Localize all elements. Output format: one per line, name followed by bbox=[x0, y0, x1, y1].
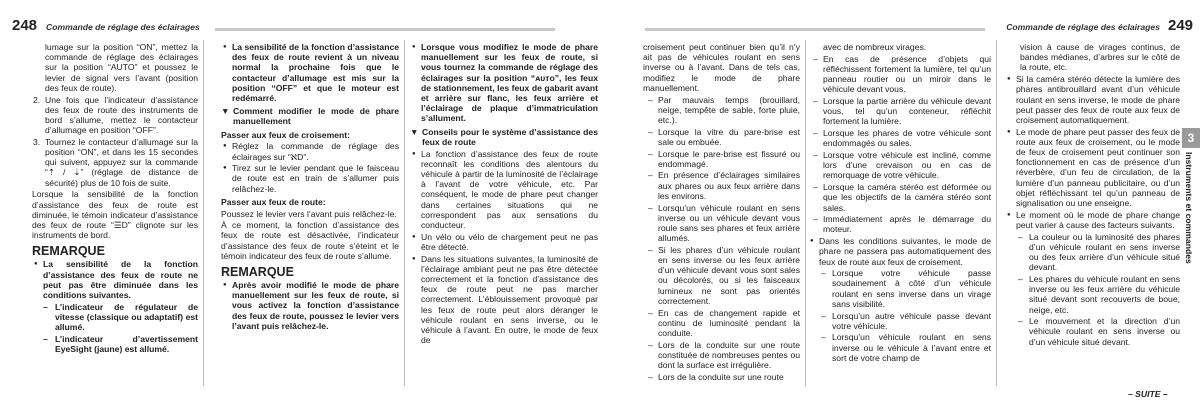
block-text: Lorsque votre véhicule est incliné, comme lors d’une crevaison ou en cas de remorquage de votre véhicule. bbox=[823, 150, 991, 181]
dash-marker: – bbox=[648, 94, 653, 105]
block-text: croisement peut continuer bien qu’il n’y ait pas de véhicules roulant en sens inverse ou à l’avant. Dans de tels cas, modifiez le mode de phare manuellement. bbox=[643, 42, 800, 93]
step-number: 2. bbox=[33, 94, 41, 105]
bullet-item bbox=[410, 232, 598, 252]
block-text: Un vélo ou vélo de chargement peut ne pas être détecté. bbox=[421, 231, 598, 252]
block-text: Poussez le levier vers l’avant puis relâchez-le. bbox=[221, 208, 397, 219]
bullet-icon: ● bbox=[810, 238, 814, 245]
block-text: Lors de la conduite sur une route constituée de nombreuses pentes ou dont la surface est irrégulière. bbox=[658, 339, 800, 371]
block-text: Conseils pour le système d’assistance des feux de route bbox=[422, 126, 598, 147]
bullet-item bbox=[221, 141, 399, 161]
dash-marker: – bbox=[648, 244, 653, 255]
nested-dash-item bbox=[1005, 232, 1180, 273]
block-text: Lorsque la vitre du pare-brise est sale ou embuée. bbox=[658, 126, 800, 147]
block-text: Le mouvement et la direction d’un véhicule roulant en sens inverse ou d’un véhicule situé devant. bbox=[1029, 316, 1180, 347]
block-text: La fonction d’assistance des feux de route reconnaît les conditions des alentours du véhicule à partir de la luminosité de l’éclairage à l’avant de votre véhicule, etc. Par conséquent, le mode de phare peut changer dans certaines situations qui ne correspondent pas aux sensations du conducteur. bbox=[421, 148, 598, 230]
page-number-left: 248 bbox=[12, 17, 38, 34]
nested-dash-item bbox=[1005, 274, 1180, 315]
dash-item bbox=[643, 127, 800, 147]
bold-bullet-item bbox=[221, 280, 399, 331]
block-text: Les phares du véhicule roulant en sens inverse ou les feux arrière du véhicule situé devant sont recouverts de boue, neige, etc. bbox=[1029, 273, 1180, 315]
block-text: lumage sur la position “ON”, mettez la commande de réglage des éclairages sur la position “AUTO” et poussez le levier de signal vers l’avant (position des feux de route). bbox=[45, 42, 198, 93]
dash-item bbox=[808, 214, 991, 234]
block-text: Lorsqu’un véhicule roulant en sens inverse ou un véhicule devant vous roule sans ses phares et feux arrière allumés. bbox=[658, 202, 800, 244]
dash-marker: – bbox=[1018, 273, 1023, 284]
step-number: 3. bbox=[33, 136, 41, 147]
page-number-right: 249 bbox=[1168, 17, 1194, 34]
block-text: La sensibilité de la fonction d’assistance des feux de route ne peut pas être diminuée dans les conditions suivantes. bbox=[43, 259, 198, 300]
block-text: Le moment où le mode de phare change peut varier à cause des facteurs suivants. bbox=[1016, 209, 1180, 230]
bullet-item bbox=[808, 236, 991, 267]
bullet-icon: ● bbox=[34, 261, 38, 268]
bullet-icon: ● bbox=[1007, 211, 1011, 218]
block-text: Lorsque les phares de votre véhicule sont endommagés ou sales. bbox=[823, 128, 991, 149]
dash-item-continued bbox=[1005, 42, 1180, 73]
dash-item bbox=[643, 340, 800, 371]
bullet-item bbox=[410, 149, 598, 231]
block-text: Lorsqu’un véhicule roulant en sens inverse ou le véhicule à l’avant entre et sort de votre champ de bbox=[832, 332, 991, 363]
bullet-icon: ● bbox=[412, 44, 416, 50]
paragraph-continued bbox=[32, 42, 198, 93]
block-text: Lors de la conduite sur une route bbox=[658, 371, 784, 382]
bullet-icon: ● bbox=[412, 150, 416, 157]
dash-marker: – bbox=[648, 307, 653, 318]
chapter-tab-number: 3 bbox=[1182, 128, 1200, 148]
right-page-column-1 bbox=[643, 42, 800, 384]
remarque-heading bbox=[32, 244, 198, 258]
header-rule-right bbox=[645, 28, 985, 31]
dash-marker: – bbox=[821, 310, 826, 321]
dash-marker: – bbox=[813, 150, 818, 161]
bold-bullet-item bbox=[32, 259, 198, 300]
right-page-column-2 bbox=[808, 42, 991, 365]
section-heading bbox=[221, 106, 399, 126]
paragraph bbox=[221, 220, 399, 261]
dash-marker: – bbox=[648, 170, 653, 181]
column-divider bbox=[203, 40, 204, 386]
bullet-icon: ● bbox=[223, 143, 227, 150]
nested-dash-item bbox=[808, 268, 991, 309]
block-text: vision à cause de virages continus, de bandes médianes, d’arbres sur le côté de la route, etc. bbox=[1020, 42, 1180, 73]
triangle-icon: ▼ bbox=[221, 106, 230, 117]
remarque-heading bbox=[221, 265, 399, 279]
dash-marker: – bbox=[813, 53, 818, 64]
dash-marker: – bbox=[43, 301, 48, 312]
dash-marker: – bbox=[648, 202, 653, 213]
dash-item bbox=[643, 245, 800, 306]
dash-item bbox=[643, 308, 800, 339]
block-text: Lorsque le pare-brise est fissuré ou endommagé. bbox=[658, 148, 800, 169]
block-text: avec de nombreux virages. bbox=[823, 42, 927, 52]
block-text: Après avoir modifié le mode de phare manuellement sur les feux de route, si vous activez la fonction d’assistance des feux de route, poussez le levier vers l’avant puis relâchez-le. bbox=[232, 280, 399, 331]
column-divider bbox=[996, 40, 997, 386]
dash-marker: – bbox=[821, 268, 826, 279]
block-text: REMARQUE bbox=[221, 265, 294, 280]
dash-item bbox=[808, 96, 991, 127]
block-text: Comment modifier le mode de phare manuellement bbox=[233, 106, 399, 127]
block-text: Si les phares d’un véhicule roulant en sens inverse ou les feux arrière d’un véhicule devant vous sont sales ou décolorés, ou si les faisceaux lumineux ne sont pas orientés correctement. bbox=[658, 244, 800, 306]
section-heading bbox=[410, 127, 598, 147]
column-divider bbox=[805, 40, 806, 386]
block-text: Par mauvais temps (brouillard, neige, tempête de sable, forte pluie, etc.). bbox=[658, 94, 800, 125]
left-page-column-2 bbox=[221, 42, 399, 333]
dash-item bbox=[643, 95, 800, 126]
block-text: Lorsque votre véhicule passe soudainement à côté d’un véhicule roulant en sens inverse dans un virage sans visibilité. bbox=[832, 268, 991, 309]
bold-bullet-item bbox=[410, 42, 598, 124]
subheading bbox=[221, 197, 399, 207]
dash-marker: – bbox=[648, 339, 653, 350]
paragraph bbox=[221, 209, 399, 219]
dash-marker: – bbox=[813, 96, 818, 107]
paragraph bbox=[32, 189, 198, 240]
block-text: Une fois que l’indicateur d’assistance des feux de route des instruments de bord s’allume, mettez le contacteur d’allumage en position “OFF”. bbox=[45, 94, 198, 136]
numbered-step bbox=[32, 137, 198, 188]
block-text: Lorsque la sensibilité de la fonction d’assistance des feux de route est diminuée, le témoin indicateur d’assistance des feux de route “☰D” clignote sur les instruments de bord. bbox=[32, 189, 198, 241]
block-text: En cas de changement rapide et continu de luminosité pendant la conduite. bbox=[658, 307, 800, 338]
dash-marker: – bbox=[821, 332, 826, 343]
page-header-title-left: Commande de réglage des éclairages bbox=[46, 22, 200, 32]
dash-marker: – bbox=[813, 128, 818, 139]
block-text: Le mode de phare peut passer des feux de route aux feux de croisement, ou le mode de feux de croisement peut continuer son fonctionnement en cas de présence d’un réverbère, d’un feu de circulation, de la lumière d’un panneau publicitaire, ou d’un objet réfléchissant tel qu’un panneau de signalisation ou une enseigne. bbox=[1016, 126, 1180, 209]
column-divider bbox=[404, 40, 405, 386]
block-text: Passer aux feux de croisement: bbox=[221, 129, 350, 140]
page-header-title-right: Commande de réglage des éclairages bbox=[1006, 22, 1160, 32]
dash-marker: – bbox=[648, 148, 653, 159]
dash-item bbox=[808, 128, 991, 148]
block-text: REMARQUE bbox=[32, 244, 105, 259]
bullet-icon: ● bbox=[223, 44, 227, 50]
nested-dash-item bbox=[808, 332, 991, 363]
block-text: Immédiatement après le démarrage du moteur. bbox=[823, 214, 991, 235]
block-text: Lorsque vous modifiez le mode de phare manuellement sur les feux de route, si vous tournez la commande de réglage des éclairages sur la position “ᴀᴜᴛᴏ”, les feux de stationnement, les feux de gabarit avant et arrière sur flanc, les feux arrière et l’éclairage de plaque d’immatriculation s’allument. bbox=[421, 42, 598, 124]
block-text: Passer aux feux de route: bbox=[221, 196, 326, 207]
dash-marker: – bbox=[813, 182, 818, 193]
block-text: La couleur ou la luminosité des phares d’un véhicule roulant en sens inverse ou des feux arrière d’un véhicule situé devant. bbox=[1029, 231, 1180, 273]
nested-dash-item bbox=[1005, 316, 1180, 347]
left-page-column-1 bbox=[32, 42, 198, 356]
block-text: Réglez la commande de réglage des éclairages sur “ℵD”. bbox=[232, 141, 399, 162]
block-text: Lorsque la caméra stéréo est déformée ou que les objectifs de la caméra stéréo sont sales. bbox=[823, 182, 991, 213]
subheading bbox=[221, 130, 399, 140]
bold-bullet-item bbox=[221, 42, 399, 103]
dash-item bbox=[808, 54, 991, 95]
bullet-item bbox=[1005, 127, 1180, 209]
bullet-item bbox=[410, 254, 598, 346]
triangle-icon: ▼ bbox=[410, 126, 419, 137]
bullet-icon: ● bbox=[223, 282, 227, 289]
bullet-icon: ● bbox=[1007, 76, 1011, 83]
block-text: L’indicateur de régulateur de vitesse (classique ou adaptatif) est allumé. bbox=[55, 301, 198, 333]
numbered-step bbox=[32, 95, 198, 136]
dash-item bbox=[808, 150, 991, 181]
block-text: En cas de présence d’objets qui réfléchissent fortement la lumière, tel qu’un panneau routier ou un miroir dans le véhicule devant vous. bbox=[823, 53, 991, 95]
dash-item bbox=[643, 149, 800, 169]
bullet-icon: ● bbox=[412, 233, 416, 240]
header-rule-left bbox=[215, 28, 555, 31]
block-text: Dans les conditions suivantes, le mode de phare ne passera pas automatiquement des feux de route aux feux de croisement. bbox=[819, 236, 991, 267]
bold-dash-item bbox=[32, 302, 198, 333]
dash-marker: – bbox=[813, 214, 818, 225]
block-text: La sensibilité de la fonction d’assistance des feux de route revient à un niveau normal la prochaine fois que le contacteur d’allumage est mis sur la position “OFF” et que le moteur est redémarré. bbox=[232, 42, 399, 104]
block-text: Lorsque la partie arrière du véhicule devant vous, tel qu’un conteneur, réfléchit fortement la lumière. bbox=[823, 96, 991, 127]
bullet-item bbox=[1005, 74, 1180, 125]
paragraph bbox=[643, 42, 800, 93]
bullet-icon: ● bbox=[412, 255, 416, 262]
block-text: À ce moment, la fonction d’assistance des feux de route est désactivée, l’indicateur d’assistance des feux de route s’éteint et le témoin indicateur des feux de route s’allume. bbox=[221, 220, 399, 261]
dash-marker: – bbox=[648, 126, 653, 137]
block-text: Tirez sur le levier pendant que le faisceau de route est en train de s’allumer puis relâchez-le. bbox=[232, 163, 399, 194]
block-text: Dans les situations suivantes, la luminosité de l’éclairage ambiant peut ne pas être détectée correctement et la fonction d’assistance des feux de route peut ne pas marcher correctement. L’éblouissement provoqué par les feux de route peut alors déranger le véhicule roulant en sens inverse, ou le véhicule à l’avant. En outre, le mode de feux de bbox=[421, 253, 598, 346]
left-page-column-3 bbox=[410, 42, 598, 347]
chapter-tab-title: Instruments et commandes bbox=[1184, 152, 1194, 264]
block-text: L’indicateur d’avertissement EyeSight (jaune) est allumé. bbox=[55, 333, 198, 354]
bold-dash-item bbox=[32, 334, 198, 354]
dash-item-continued bbox=[808, 42, 991, 52]
dash-marker: – bbox=[648, 371, 653, 382]
dash-item bbox=[643, 372, 800, 382]
dash-item bbox=[643, 170, 800, 201]
continued-label: – SUITE – bbox=[1128, 389, 1168, 399]
bullet-icon: ● bbox=[1007, 128, 1011, 135]
block-text: Tournez le contacteur d’allumage sur la position “ON”, et dans les 15 secondes qui suivent, appuyez sur la commande “⇡ / ⇣” (réglage de distance de sécurité) plus de 10 fois de suite. bbox=[45, 136, 198, 188]
dash-marker: – bbox=[1018, 231, 1023, 242]
bullet-icon: ● bbox=[223, 165, 227, 172]
bullet-item bbox=[1005, 210, 1180, 230]
dash-marker: – bbox=[1018, 316, 1023, 327]
dash-item bbox=[808, 182, 991, 213]
dash-item bbox=[643, 203, 800, 244]
block-text: Si la caméra stéréo détecte la lumière des phares antibrouillard avant d’un véhicule roulant en sens inverse, le mode de phare peut passer des feux de route aux feux de croisement automatiquement. bbox=[1016, 74, 1180, 125]
block-text: En présence d’éclairages similaires aux phares ou aux feux arrière dans les environs. bbox=[658, 170, 800, 201]
nested-dash-item bbox=[808, 311, 991, 331]
right-page-column-3 bbox=[1005, 42, 1180, 348]
bullet-item bbox=[221, 163, 399, 194]
block-text: Lorsqu’un autre véhicule passe devant votre véhicule. bbox=[832, 310, 991, 331]
dash-marker: – bbox=[43, 333, 48, 344]
